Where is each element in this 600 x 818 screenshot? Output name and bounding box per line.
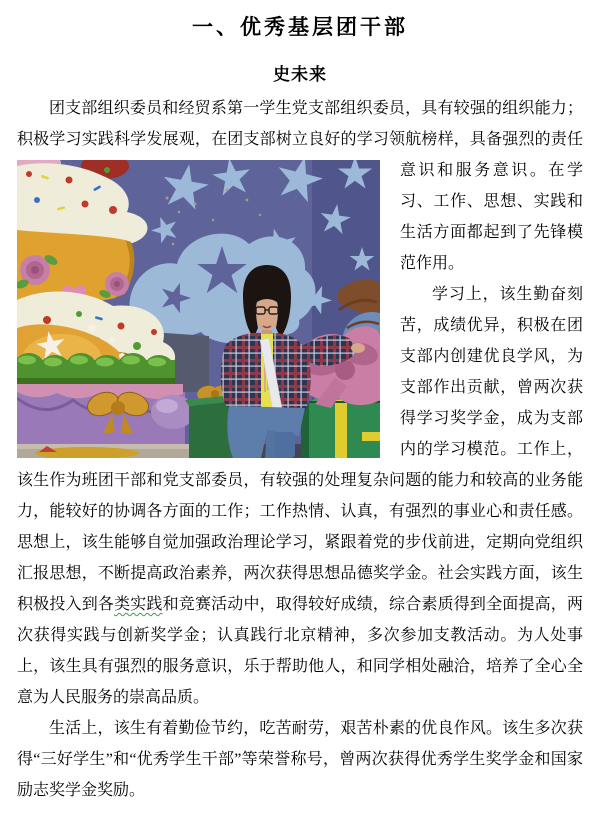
document-body [17,93,583,806]
author-name: 史未来 [273,65,327,84]
page-title: 一、优秀基层团干部 [192,15,408,39]
paragraph-3: 生活上，该生有着勤俭节约，吃苦耐劳，艰苦朴素的优良作风。该生多次获得“三好学生”和“优秀学生干部”等荣誉称号，曾两次获得优秀学生奖学金和国家励志奖学金奖励。 [17,720,583,799]
spellcheck-flagged-text: 类实践 [114,596,163,613]
paragraph-2-text: 学习上，该生勤奋刻苦，成绩优异，积极在团支部内创建优良学风，为支部作出贡献，曾两次获得学习奖学金，成为支部内的学习模范。工作上，该生作为班团干部和党支部委员，有较强的处理复杂问题的能力和较高的业务能力，能较好的协调各方面的工作；工作热情、认真，有强烈的事业心和责任感。思想上，该生能够自觉加强政治理论学习，紧跟着党的步伐前进，定期向党组织汇报思想，不断提高政治素养，两次获得思想品德奖学金。社会实践方面，该生积极投入到各 [17,286,583,613]
student-photo [17,160,380,458]
paragraph-1-text: 团支部组织委员和经贸系第一学生党支部组织委员，具有较强的组织能力；积极学习实践科学发展观，在团支部树立良好的学习领航榜样，具备强烈的责任意识和服务意识。在学习、工作、思想、实践和生活方面都起到了先锋模范作用。 [17,100,583,272]
paragraph-1 [17,93,583,279]
paragraph-2-text-continued: 和竞赛活动中，取得较好成绩，综合素质得到全面提高，两次获得实践与创新奖学金；认真践行北京精神，多次参加支教活动。为人处事上，该生具有强烈的服务意识，乐于帮助他人，和同学相处融洽，培养了全心全意为人民服务的崇高品质。 [17,596,583,706]
